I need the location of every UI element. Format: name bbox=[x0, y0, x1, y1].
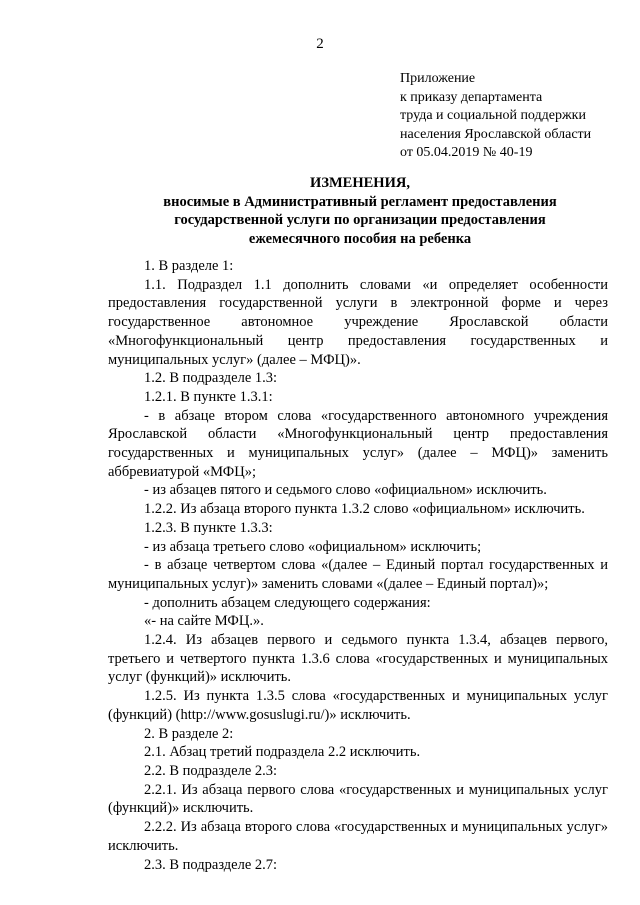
document-heading bbox=[120, 174, 600, 248]
paragraph: 1.2.3. В пункте 1.3.3: bbox=[144, 519, 273, 536]
heading-line: вносимые в Административный регламент предоставления bbox=[163, 193, 557, 210]
paragraph: 1.2.4. Из абзацев первого и седьмого пункта 1.3.4, абзацев первого, третьего и четвертого пункта 1.3.6 слова «государственных и муниципальных услуг (функций)» исключить. bbox=[108, 632, 608, 686]
paragraph: 1. В разделе 1: bbox=[144, 258, 234, 274]
page-number: 2 bbox=[316, 36, 324, 52]
appendix-block bbox=[400, 70, 630, 163]
heading-line: ИЗМЕНЕНИЯ, bbox=[310, 175, 410, 191]
paragraph: - дополнить абзацем следующего содержания: bbox=[144, 594, 431, 611]
appendix-line: населения Ярославской области bbox=[400, 126, 592, 142]
paragraph: 2.2.1. Из абзаца первого слова «государственных и муниципальных услуг (функций)» исключить. bbox=[108, 781, 608, 817]
appendix-line: труда и социальной поддержки bbox=[400, 108, 586, 124]
heading-line: ежемесячного пособия на ребенка bbox=[248, 230, 472, 247]
heading-line: государственной услуги по организации предоставления bbox=[174, 212, 546, 229]
paragraph: 2.2.2. Из абзаца второго слова «государственных и муниципальных услуг» исключить. bbox=[108, 819, 608, 854]
paragraph: «- на сайте МФЦ.». bbox=[144, 613, 264, 630]
paragraph: - в абзаце четвертом слова «(далее – Единый портал государственных и муниципальных услуг)» заменить словами «(далее – Единый портал)»; bbox=[108, 557, 608, 592]
document-body bbox=[108, 257, 608, 874]
paragraph: - из абзаца третьего слово «официальном» исключить; bbox=[144, 538, 482, 555]
paragraph: 1.2.1. В пункте 1.3.1: bbox=[144, 388, 273, 405]
paragraph: 1.2. В подразделе 1.3: bbox=[144, 370, 278, 387]
paragraph: 2.3. В подразделе 2.7: bbox=[144, 856, 278, 873]
paragraph: 2.2. В подразделе 2.3: bbox=[144, 762, 278, 779]
appendix-line: от 05.04.2019 № 40-19 bbox=[400, 145, 533, 161]
paragraph: - из абзацев пятого и седьмого слово «официальном» исключить. bbox=[144, 482, 547, 499]
appendix-line: к приказу департамента bbox=[400, 89, 543, 105]
paragraph: 1.2.2. Из абзаца второго пункта 1.3.2 слово «официальном» исключить. bbox=[144, 501, 585, 518]
appendix-line: Приложение bbox=[400, 71, 476, 86]
paragraph: 1.2.5. Из пункта 1.3.5 слова «государственных и муниципальных услуг (функций) (http://www.gosuslugi.ru/)» исключить. bbox=[108, 688, 608, 723]
paragraph: - в абзаце втором слова «государственного автономного учреждения Ярославской области «Многофункциональный центр предоставления государственных и муниципальных услуг» (далее – МФЦ)» заменить аббревиатурой «МФЦ»; bbox=[108, 407, 608, 480]
paragraph: 2.1. Абзац третий подраздела 2.2 исключить. bbox=[144, 744, 421, 761]
paragraph: 1.1. Подраздел 1.1 дополнить словами «и определяет особенности предоставления государственной услуги в электронной форме и через государственное автономное учреждение Ярославской области «Многофункциональный центр предоставления государственных и муниципальных услуг» (далее – МФЦ)». bbox=[108, 276, 608, 368]
paragraph: 2. В разделе 2: bbox=[144, 725, 234, 742]
